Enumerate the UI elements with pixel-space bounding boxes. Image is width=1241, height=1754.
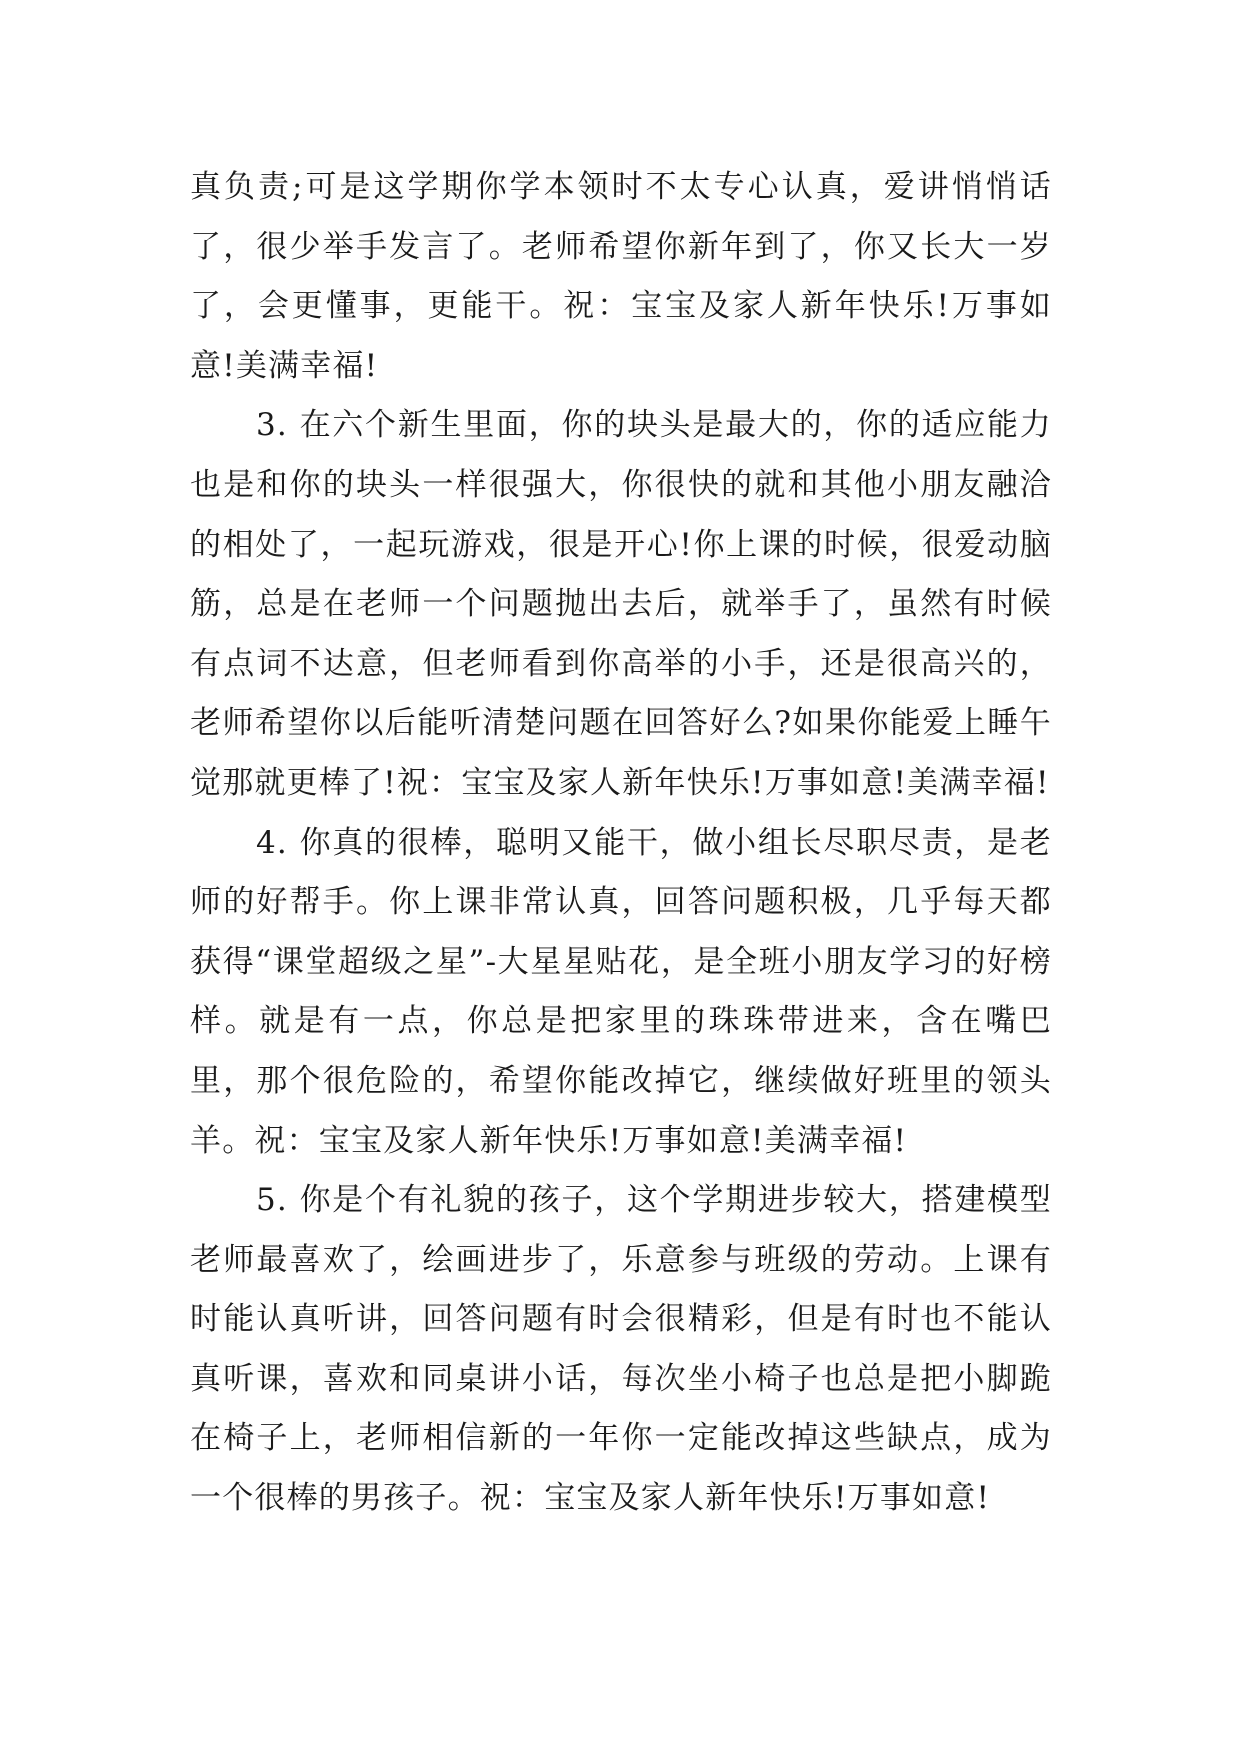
paragraph-continuation: 真负责;可是这学期你学本领时不太专心认真，爱讲悄悄话了，很少举手发言了。老师希望你新年到了，你又长大一岁了，会更懂事，更能干。祝：宝宝及家人新年快乐!万事如意!美满幸福!	[190, 169, 1052, 384]
document-body	[190, 158, 1052, 1529]
paragraph-item-5: 5. 你是个有礼貌的孩子，这个学期进步较大，搭建模型老师最喜欢了，绘画进步了，乐意参与班级的劳动。上课有时能认真听讲，回答问题有时会很精彩，但是有时也不能认真听课，喜欢和同桌讲小话，每次坐小椅子也总是把小脚跪在椅子上，老师相信新的一年你一定能改掉这些缺点，成为一个很棒的男孩子。祝：宝宝及家人新年快乐!万事如意!	[190, 1182, 1052, 1517]
paragraph-item-3: 3. 在六个新生里面，你的块头是最大的，你的适应能力也是和你的块头一样很强大，你很快的就和其他小朋友融洽的相处了，一起玩游戏，很是开心!你上课的时候，很爱动脑筋，总是在老师一个问题抛出去后，就举手了，虽然有时候有点词不达意，但老师看到你高举的小手，还是很高兴的，老师希望你以后能听清楚问题在回答好么?如果你能爱上睡午觉那就更棒了!祝：宝宝及家人新年快乐!万事如意!美满幸福!	[190, 407, 1052, 801]
paragraph-item-4: 4. 你真的很棒，聪明又能干，做小组长尽职尽责，是老师的好帮手。你上课非常认真，回答问题积极，几乎每天都获得“课堂超级之星”-大星星贴花，是全班小朋友学习的好榜样。就是有一点，你总是把家里的珠珠带进来，含在嘴巴里，那个很危险的，希望你能改掉它，继续做好班里的领头羊。祝：宝宝及家人新年快乐!万事如意!美满幸福!	[190, 824, 1052, 1159]
